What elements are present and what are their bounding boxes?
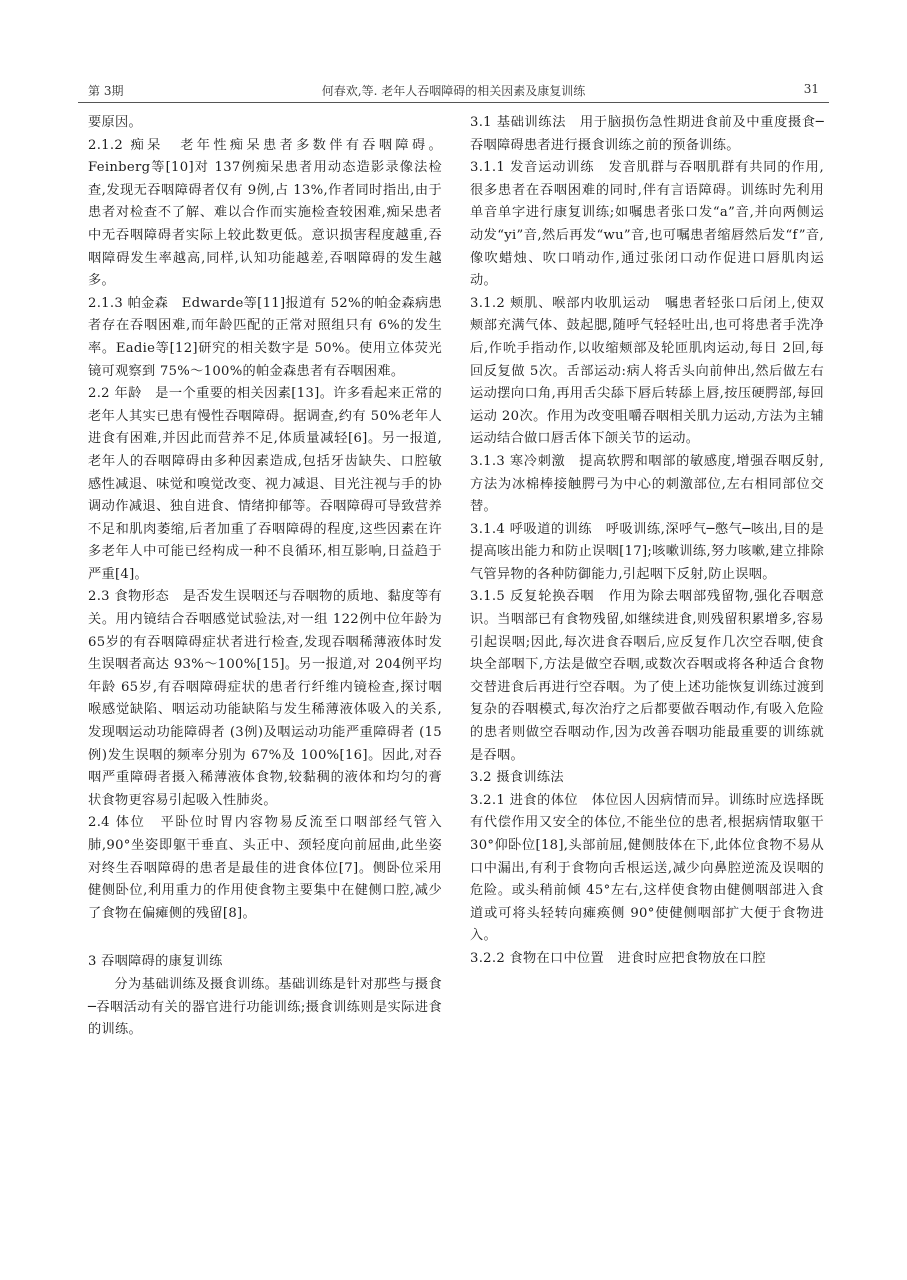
running-header (78, 78, 829, 103)
paragraph: 3.2.2 食物在口中位置 进食时应把食物放在口腔 (470, 950, 766, 966)
paragraph: 2.1.3 帕金森 Edwarde等[11]报道有 52%的帕金森病患者存在吞咽困难,而年龄匹配的正常对照组只有 6%的发生率。Eadie等[12]研究的相关数字是 50%。使用立体荧光镜可观察到 75%～100%的帕金森患者有吞咽困难。 (88, 295, 442, 379)
paragraph: 3.1.4 呼吸道的训练 呼吸训练,深呼气─憋气─咳出,目的是提高咳出能力和防止误咽[17];咳嗽训练,努力咳嗽,建立排除气管异物的各种防御能力,引起咽下反射,防止误咽。 (470, 521, 824, 582)
subsection-heading: 3.2 摄食训练法 (470, 770, 564, 786)
section-heading: 3 吞咽障碍的康复训练 (88, 954, 223, 970)
paragraph: 分为基础训练及摄食训练。基础训练是针对那些与摄食─吞咽活动有关的器官进行功能训练;摄食训练则是实际进食的训练。 (88, 976, 442, 1038)
page-number: 31 (803, 82, 819, 96)
paragraph: 3.1.1 发音运动训练 发音肌群与吞咽肌群有共同的作用,很多患者在吞咽困难的同时,伴有言语障碍。训练时先利用单音单字进行康复训练;如嘱患者张口发“a”音,并向两侧运动发“yi”音,然后再发“wu”音,也可嘱患者缩唇然后发“f”音,像吹蜡烛、吹口哨动作,通过张闭口动作促进口唇肌肉运动。 (470, 160, 824, 289)
left-column (88, 112, 442, 1042)
issue-label: 第 3期 (88, 84, 124, 98)
paragraph: 2.4 体位 平卧位时胃内容物易反流至口咽部经气管入肺,90°坐姿即躯干垂直、头正中、颈轻度向前屈曲,此坐姿对终生吞咽障碍的患者是最佳的进食体位[7]。侧卧位采用健侧卧位,利用重力的作用使食物主要集中在健侧口腔,减少了食物在偏瘫侧的残留[8]。 (88, 815, 442, 921)
paragraph: 2.3 食物形态 是否发生误咽还与吞咽物的质地、黏度等有关。用内镜结合吞咽感觉试验法,对一组 122例中位年龄为 65岁的有吞咽障碍症状者进行检查,发现吞咽稀薄液体时发生误咽者高达 93%～100%[15]。另一报道,对 204例平均年龄 65岁,有吞咽障碍症状的患者行纤维内镜检查,探讨咽喉感觉缺陷、咽运动功能缺陷与发生稀薄液体吸入的关系,发现咽运动功能障碍者 (3例)及咽运动功能严重障碍者 (15例)发生误咽的频率分别为 67%及 100%[16]。因此,对吞咽严重障碍者摄入稀薄液体食物,较黏稠的液体和均匀的膏状食物更容易引起吸入性肺炎。 (88, 589, 442, 808)
paragraph: 要原因。 (88, 115, 142, 130)
paragraph: 3.1.3 寒冷刺激 提高软腭和咽部的敏感度,增强吞咽反射,方法为冰棉棒接触腭弓为中心的刺激部位,左右相同部位交替。 (470, 453, 824, 515)
paragraph: 3.1.5 反复轮换吞咽 作用为除去咽部残留物,强化吞咽意识。当咽部已有食物残留,如继续进食,则残留积累增多,容易引起误咽;因此,每次进食吞咽后,应反复作几次空吞咽,使食块全部咽下,方法是做空吞咽,或数次吞咽或将各种适合食物交替进食后再进行空吞咽。为了使上述功能恢复训练过渡到复杂的吞咽模式,每次治疗之后都要做吞咽动作,有吸入危险的患者则做空吞咽动作,因为改善吞咽功能最重要的训练就是吞咽。 (470, 589, 824, 763)
right-column (470, 112, 824, 971)
paragraph: 2.1.2 痴呆 老年性痴呆患者多数伴有吞咽障碍。Feinberg等[10]对 137例痴呆患者用动态造影录像法检查,发现无吞咽障碍者仅有 9例,占 13%,作者同时指出,由于患者对检查不了解、难以合作而实施检查较困难,痴呆患者中无吞咽障碍者实际上较此数更低。意识损害程度越重,吞咽障碍发生率越高,同样,认知功能越差,吞咽障碍的发生越多。 (88, 137, 442, 289)
paragraph: 3.1.2 颊肌、喉部内收肌运动 嘱患者轻张口后闭上,使双颊部充满气体、鼓起腮,随呼气轻轻吐出,也可将患者手洗净后,作吮手指动作,以收缩颊部及轮匝肌肉运动,每日 2回,每回反复做 5次。舌部运动:病人将舌头向前伸出,然后做左右运动摆向口角,再用舌尖舔下唇后转舔上唇,按压硬腭部,每回运动 20次。作用为改变咀嚼吞咽相关肌力运动,方法为主辅运动结合做口唇舌体下颌关节的运动。 (470, 295, 824, 447)
paragraph: 2.2 年龄 是一个重要的相关因素[13]。许多看起来正常的老年人其实已患有慢性吞咽障碍。据调查,约有 50%老年人进食有困难,并因此而营养不足,体质量减轻[6]。另一报道,老年人的吞咽障碍由多种因素造成,包括牙齿缺失、口腔敏感性减退、味觉和嗅觉改变、视力减退、目光注视与手的协调动作减退、独自进食、情绪抑郁等。吞咽障碍可导致营养不足和肌肉萎缩,后者加重了吞咽障碍的程度,这些因素在许多老年人中可能已经构成一种不良循环,相互影响,日益趋于严重[4]。 (88, 386, 442, 582)
paragraph: 3.2.1 进食的体位 体位因人因病情而异。训练时应选择既有代偿作用又安全的体位,不能坐位的患者,根据病情取躯干 30°仰卧位[18],头部前屈,健侧肢体在下,此体位食物不易从口中漏出,有利于食物向舌根运送,减少向鼻腔逆流及误咽的危险。或头稍前倾 45°左右,这样使食物由健侧咽部进入食道或可将头轻转向瘫痪侧 90°使健侧咽部扩大便于食物进入。 (470, 792, 824, 944)
running-title: 何春欢,等. 老年人吞咽障碍的相关因素及康复训练 (321, 84, 586, 98)
paragraph: 3.1 基础训练法 用于脑损伤急性期进食前及中重度摄食─吞咽障碍患者进行摄食训练之前的预备训练。 (470, 115, 824, 153)
